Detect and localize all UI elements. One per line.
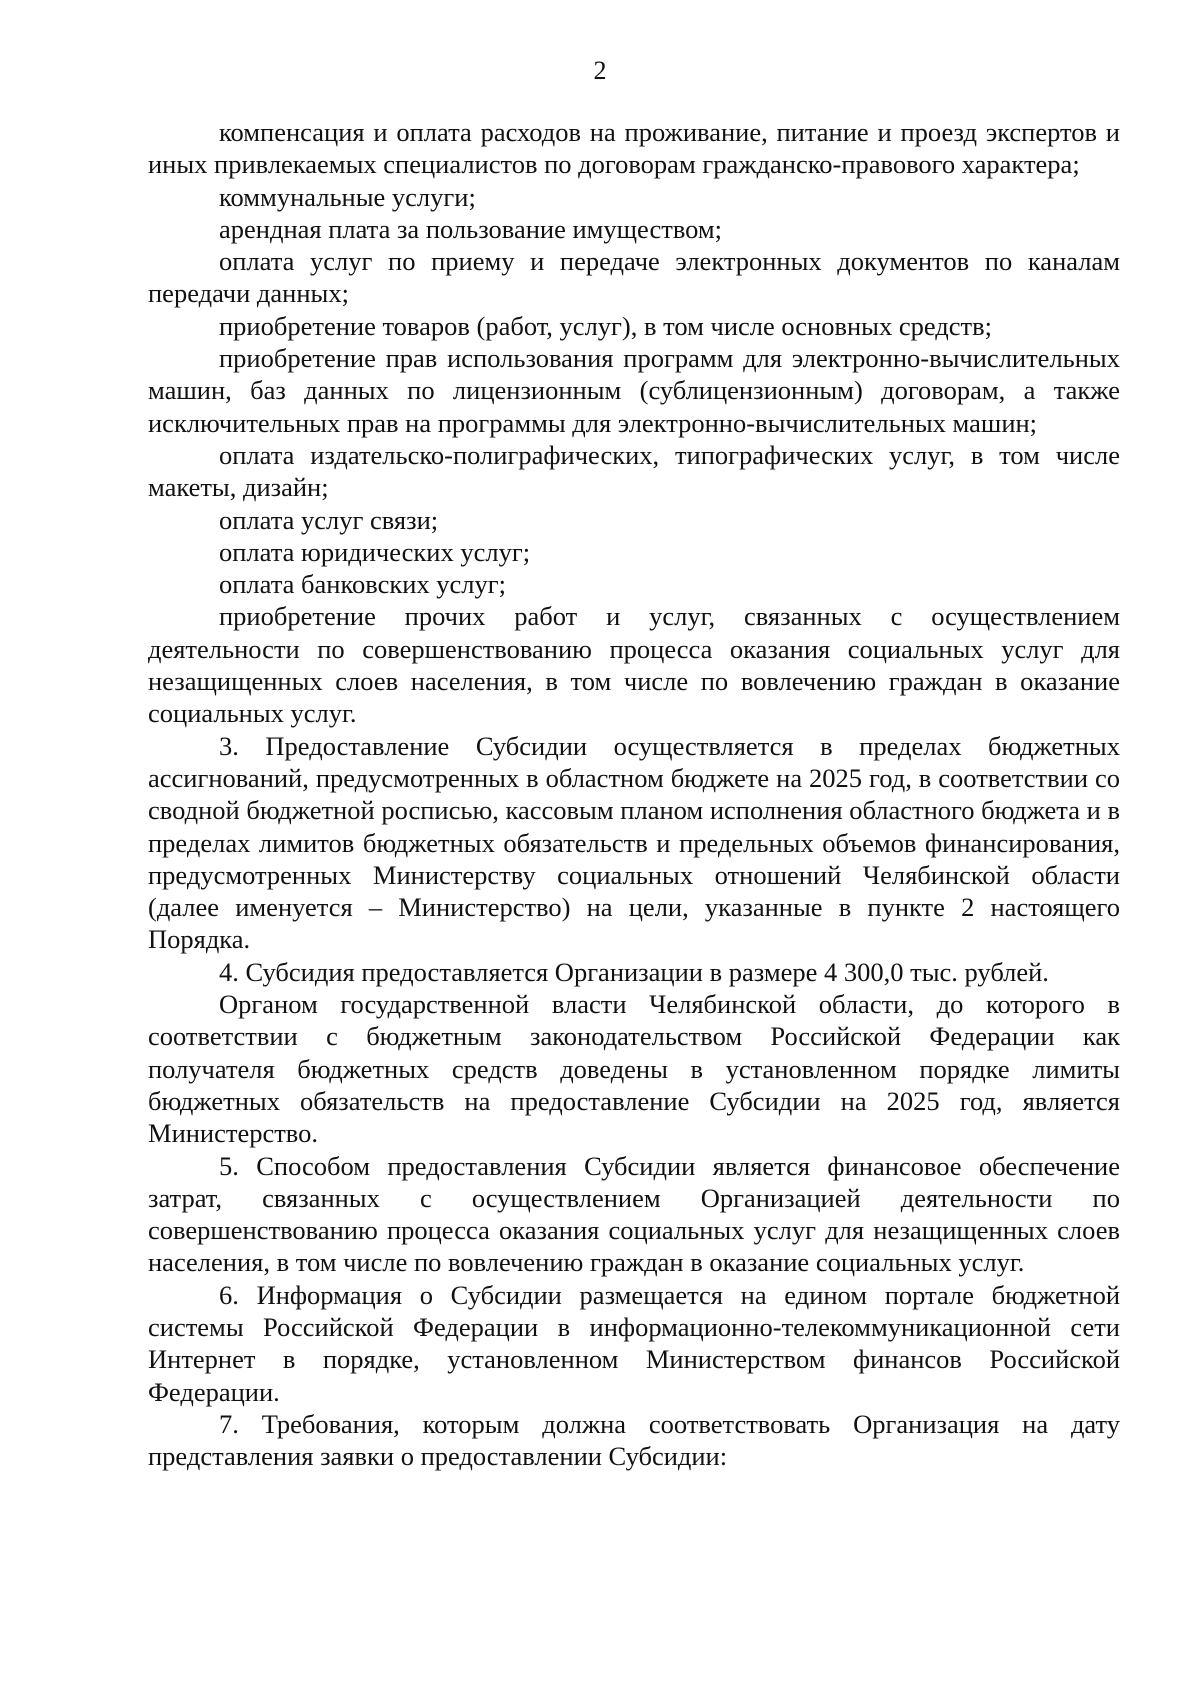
paragraph-expert-expenses: компенсация и оплата расходов на проживание, питание и проезд экспертов и иных привлекаемых специалистов по договорам гражданско-правового характера;	[148, 117, 1120, 180]
paragraph-authority: Органом государственной власти Челябинской области, до которого в соответствии с бюджетным законодательством Российской Федерации как получателя бюджетных средств доведены в установленном порядке лимиты бюджетных обязательств на предоставление Субсидии на 2025 год, является Министерство.	[148, 989, 1120, 1149]
paragraph-clause-7: 7. Требования, которым должна соответствовать Организация на дату представления заявки о предоставлении Субсидии:	[148, 1408, 1120, 1472]
paragraph-clause-4: 4. Субсидия предоставляется Организации в размере 4 300,0 тыс. рублей.	[219, 956, 1049, 987]
paragraph-communication-services: оплата услуг связи;	[219, 504, 439, 535]
paragraph-banking-services: оплата банковских услуг;	[219, 569, 506, 600]
paragraph-other-works: приобретение прочих работ и услуг, связанных с осуществлением деятельности по совершенствованию процесса оказания социальных услуг для незащищенных слоев населения, в том числе по вовлечению граждан в оказание социальных услуг.	[148, 601, 1120, 729]
paragraph-goods-purchase: приобретение товаров (работ, услуг), в том числе основных средств;	[219, 310, 992, 341]
paragraph-software-rights: приобретение прав использования программ для электронно-вычислительных машин, баз данных по лицензионным (сублицензионным) договорам, а также исключительных прав на программы для электронно-вычислительных машин;	[148, 343, 1120, 438]
paragraph-edi-services: оплата услуг по приему и передаче электронных документов по каналам передачи данных;	[148, 246, 1120, 309]
paragraph-printing-services: оплата издательско-полиграфических, типографических услуг, в том числе макеты, дизайн;	[148, 439, 1120, 503]
paragraph-clause-5: 5. Способом предоставления Субсидии является финансовое обеспечение затрат, связанных с осуществлением Организацией деятельности по совершенствованию процесса оказания социальных услуг для незащищенных слоев населения, в том числе по вовлечению граждан в оказание социальных услуг.	[148, 1150, 1120, 1278]
paragraph-rent: арендная плата за пользование имуществом;	[219, 213, 723, 244]
paragraph-legal-services: оплата юридических услуг;	[219, 536, 531, 567]
paragraph-utilities: коммунальные услуги;	[219, 181, 476, 212]
document-body	[148, 116, 1120, 1472]
page-number: 2	[593, 56, 607, 85]
paragraph-clause-6: 6. Информация о Субсидии размещается на едином портале бюджетной системы Российской Федерации в информационно-телекоммуникационной сети Интернет в порядке, установленном Министерством финансов Российской Федерации.	[148, 1279, 1120, 1407]
paragraph-clause-3: 3. Предоставление Субсидии осуществляется в пределах бюджетных ассигнований, предусмотренных в областном бюджете на 2025 год, в соответствии со сводной бюджетной росписью, кассовым планом исполнения областного бюджета и в пределах лимитов бюджетных обязательств и предельных объемов финансирования, предусмотренных Министерству социальных отношений Челябинской области (далее именуется – Министерство) на цели, указанные в пункте 2 настоящего Порядка.	[148, 730, 1120, 955]
